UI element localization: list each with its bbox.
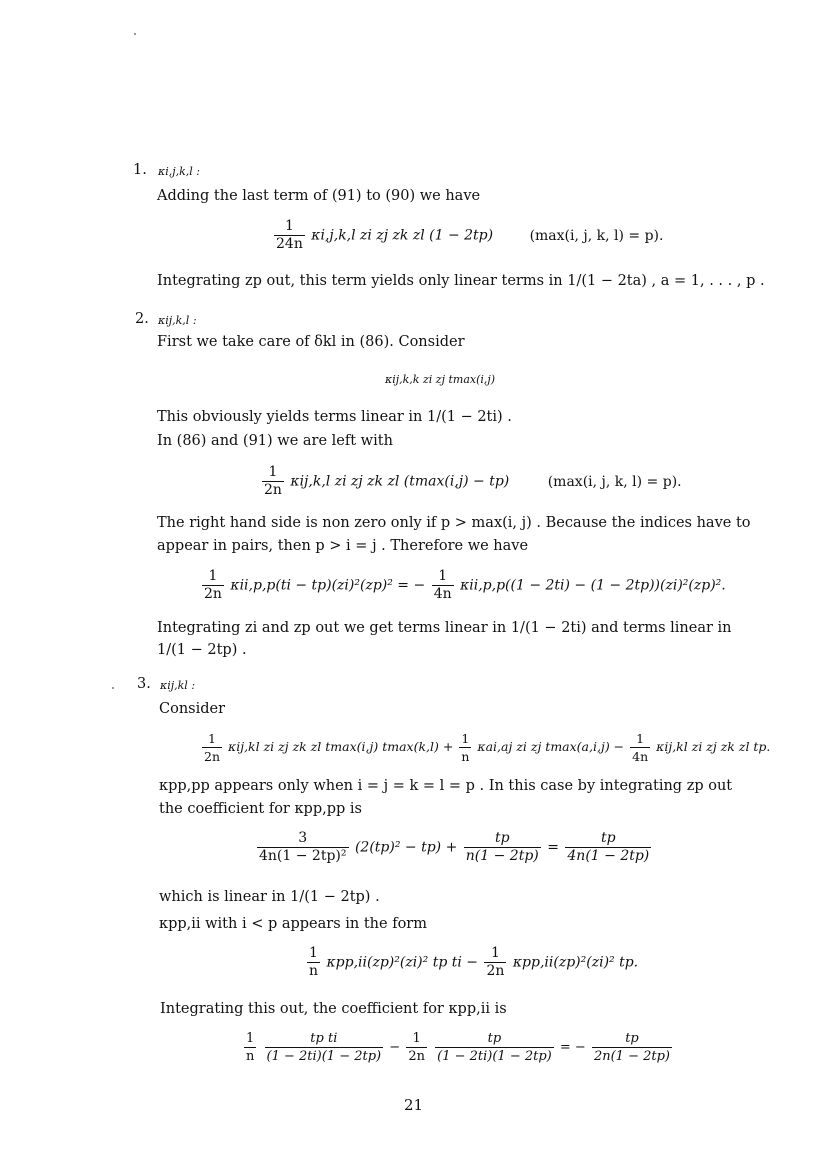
item-2-para1: This obviously yields terms linear in 1/(1 − 2ti) . [157, 409, 512, 425]
item-3-para3: κpp,ii with i < p appears in the form [159, 916, 427, 932]
eq2-numerator: 1 [262, 464, 284, 482]
item-3-para1b: the coefficient for κpp,pp is [159, 801, 362, 817]
eq4-d3: 4n [632, 749, 649, 764]
item-1-intro: Adding the last term of (91) to (90) we have [157, 188, 481, 204]
scan-speck [134, 33, 136, 35]
equation-2 [260, 464, 682, 499]
equation-centered: κij,k,k zi zj tmax(i,j) [385, 373, 496, 386]
item-2-number: 2. [135, 311, 149, 327]
eq1-denominator: 24n [276, 236, 303, 252]
equation-3 [200, 568, 726, 603]
item-1-paragraph: Integrating zp out, this term yields only linear terms in 1/(1 − 2ta) , a = 1, . . . , p . [157, 273, 765, 289]
eq7-d2: (1 − 2ti)(1 − 2tp) [266, 1049, 382, 1064]
eq3-den1: 2n [204, 586, 222, 602]
eq5-d3: 4n(1 − 2tp) [567, 848, 650, 864]
eq2-denominator: 2n [264, 482, 282, 498]
eq7-d1: n [246, 1049, 255, 1064]
eq4-t3: κij,kl zi zj zk zl tp. [656, 739, 771, 754]
eq7-n1: 1 [244, 1030, 256, 1048]
eq7-m1: − [389, 1040, 401, 1055]
item-2-label: κij,k,l : [158, 314, 197, 327]
eq2-body: κij,k,l zi zj zk zl (tmax(i,j) − tp) [290, 473, 510, 490]
eq3-left: κii,p,p(ti − tp)(zi)²(zp)² = − [230, 577, 426, 594]
eq1-condition: (max(i, j, k, l) = p). [529, 227, 664, 244]
item-3-number: 3. [137, 676, 151, 692]
eq3-right: κii,p,p((1 − 2ti) − (1 − 2tp))(zi)²(zp)². [460, 577, 726, 594]
eq7-m2: = − [559, 1040, 586, 1055]
eq5-d2: n(1 − 2tp) [465, 848, 539, 864]
equation-7 [242, 1030, 674, 1065]
item-2-para3a: The right hand side is non zero only if p > max(i, j) . Because the indices have to [157, 515, 751, 531]
eq5-n3: tp [565, 830, 651, 848]
eq2-condition: (max(i, j, k, l) = p). [547, 473, 682, 490]
eq7-n5: tp [592, 1030, 672, 1048]
eq5-m2: = [547, 839, 559, 856]
item-3-para1a: κpp,pp appears only when i = j = k = l = p . In this case by integrating zp out [159, 778, 733, 794]
item-1-number: 1. [133, 162, 147, 178]
eq4-d1: 2n [204, 749, 221, 764]
item-2-para3b: appear in pairs, then p > i = j . Therefore we have [157, 538, 529, 554]
item-2-para4a: Integrating zi and zp out we get terms linear in 1/(1 − 2ti) and terms linear in [157, 620, 732, 636]
eq5-n2: tp [464, 830, 541, 848]
eq5-d1: 4n(1 − 2tp)² [259, 848, 347, 864]
eq7-n3: 1 [406, 1030, 427, 1048]
eq4-d2: n [461, 749, 470, 764]
item-2-para2: In (86) and (91) we are left with [157, 433, 393, 449]
eq7-d3: 2n [408, 1049, 425, 1064]
item-3-label: κij,kl : [160, 679, 196, 692]
eq1-body: κi,j,k,l zi zj zk zl (1 − 2tp) [311, 227, 494, 244]
item-2-intro: First we take care of δkl in (86). Consider [157, 334, 465, 350]
equation-4 [200, 730, 770, 765]
eq6-n1: 1 [307, 945, 320, 963]
item-3-intro: Consider [159, 701, 226, 717]
eq1-numerator: 1 [274, 218, 305, 236]
eq4-n3: 1 [630, 730, 650, 748]
item-3-para2: which is linear in 1/(1 − 2tp) . [159, 889, 380, 905]
item-2-para4b: 1/(1 − 2tp) . [157, 642, 247, 658]
eq6-m2: κpp,ii(zp)²(zi)² tp. [512, 954, 639, 971]
eq4-n1: 1 [202, 730, 222, 748]
eq4-t1: κij,kl zi zj zk zl tmax(i,j) tmax(k,l) + [228, 739, 454, 754]
eq5-m1: (2(tp)² − tp) + [354, 839, 458, 856]
item-1-label: κi,j,k,l : [158, 165, 201, 178]
equation-5 [255, 830, 653, 865]
eq6-d1: n [309, 963, 319, 979]
equation-6 [305, 945, 638, 980]
eq7-d5: 2n(1 − 2tp) [593, 1049, 670, 1064]
equation-1 [272, 218, 663, 253]
eq3-num2: 1 [432, 568, 454, 586]
scan-speck [112, 687, 114, 689]
item-3-para4: Integrating this out, the coefficient for κpp,ii is [160, 1001, 507, 1017]
eq4-n2: 1 [459, 730, 471, 748]
eq5-n1: 3 [257, 830, 349, 848]
eq6-m1: κpp,ii(zp)²(zi)² tp ti − [326, 954, 479, 971]
page-number: 21 [403, 1096, 424, 1114]
eq7-n2: tp ti [265, 1030, 384, 1048]
eq4-t2: κai,aj zi zj tmax(a,i,j) − [477, 739, 625, 754]
eq3-num1: 1 [202, 568, 224, 586]
eq3-den2: 4n [433, 586, 452, 602]
eq6-d2: 2n [486, 963, 505, 979]
eq7-d4: (1 − 2ti)(1 − 2tp) [437, 1049, 552, 1064]
eq7-n4: tp [435, 1030, 554, 1048]
eq6-n2: 1 [484, 945, 506, 963]
